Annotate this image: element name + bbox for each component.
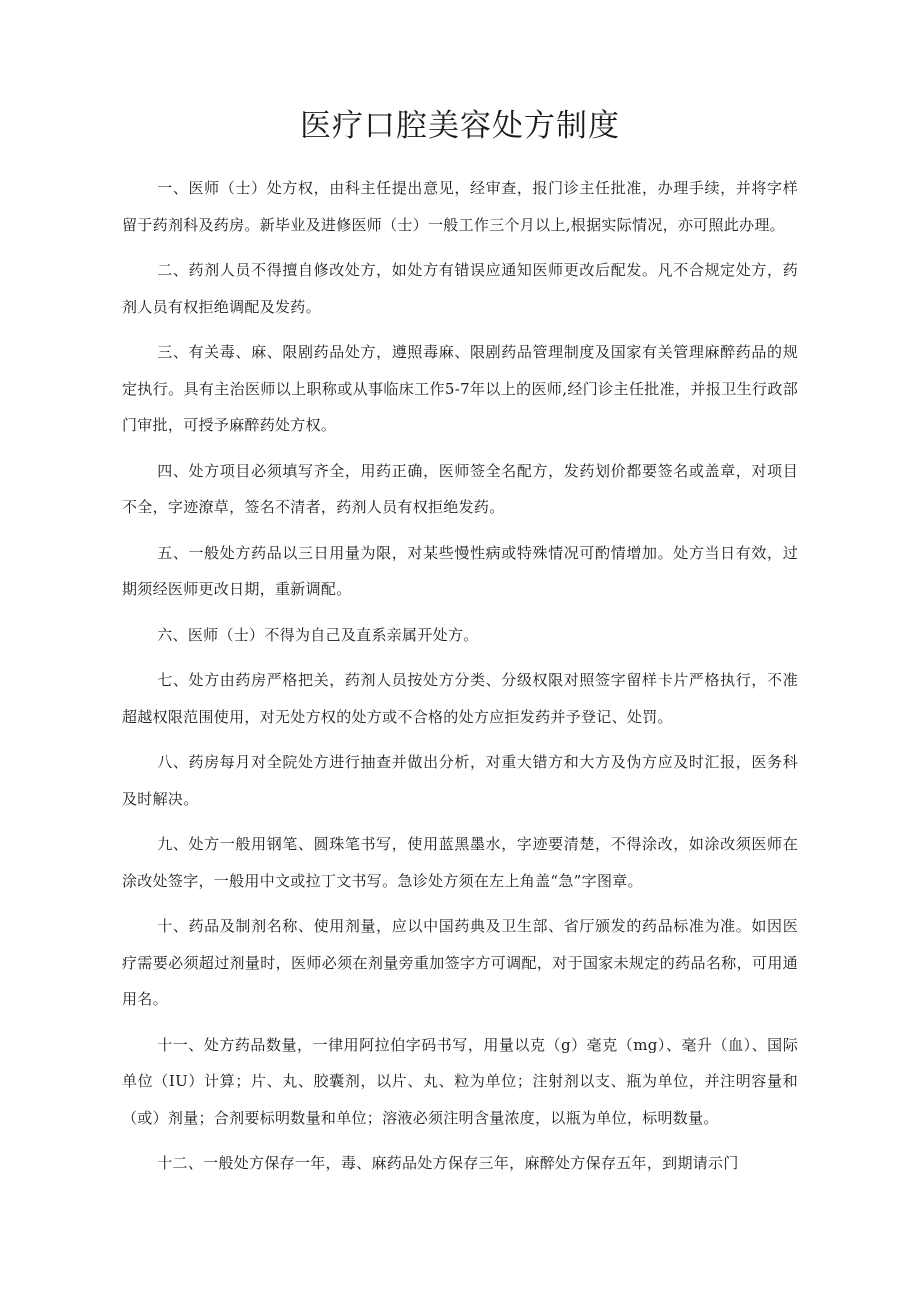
- paragraph-3: 三、有关毒、麻、限剧药品处方，遵照毒麻、限剧药品管理制度及国家有关管理麻醉药品的规定执行。具有主治医师以上职称或从事临床工作5-7年以上的医师,经门诊主任批准，并报卫生行政部门审批，可授予麻醉药处方权。: [122, 343, 798, 434]
- document-title: 医疗口腔美容处方制度: [300, 108, 620, 144]
- paragraph-10: 十、药品及制剂名称、使用剂量，应以中国药典及卫生部、省厅颁发的药品标准为准。如因医疗需要必须超过剂量时，医师必须在剂量旁重加签字方可调配，对于国家未规定的药品名称，可用通用名。: [122, 917, 798, 1008]
- paragraph-6: 六、医师（士）不得为自己及直系亲属开处方。: [157, 625, 479, 644]
- paragraph-1: 一、医师（士）处方权，由科主任提出意见，经审查，报门诊主任批准，办理手续，并将字样留于药剂科及药房。新毕业及进修医师（士）一般工作三个月以上,根据实际情况，亦可照此办理。: [122, 179, 798, 234]
- paragraph-8: 八、药房每月对全院处方进行抽查并做出分析，对重大错方和大方及伪方应及时汇报，医务科及时解决。: [122, 753, 798, 808]
- paragraph-2: 二、药剂人员不得擅自修改处方，如处方有错误应通知医师更改后配发。凡不合规定处方，药剂人员有权拒绝调配及发药。: [122, 261, 798, 316]
- paragraph-7: 七、处方由药房严格把关，药剂人员按处方分类、分级权限对照签字留样卡片严格执行，不准超越权限范围使用，对无处方权的处方或不合格的处方应拒发药并予登记、处罚。: [122, 671, 798, 726]
- document-body: [122, 170, 798, 1191]
- paragraph-9: 九、处方一般用钢笔、圆珠笔书写，使用蓝黑墨水，字迹要清楚，不得涂改，如涂改须医师在涂改处签字，一般用中文或拉丁文书写。急诊处方须在左上角盖“急”字图章。: [122, 835, 798, 890]
- paragraph-5: 五、一般处方药品以三日用量为限，对某些慢性病或特殊情况可酌情增加。处方当日有效，过期须经医师更改日期，重新调配。: [122, 543, 798, 598]
- paragraph-12: 十二、一般处方保存一年，毒、麻药品处方保存三年，麻醉处方保存五年，到期请示门: [157, 1154, 739, 1172]
- paragraph-4: 四、处方项目必须填写齐全，用药正确，医师签全名配方，发药划价都要签名或盖章，对项目不全，字迹潦草，签名不清者，药剂人员有权拒绝发药。: [122, 461, 798, 516]
- paragraph-11: 十一、处方药品数量，一律用阿拉伯字码书写，用量以克（g）毫克（mg）、毫升（血）、国际单位（IU）计算；片、丸、胶囊剂，以片、丸、粒为单位；注射剂以支、瓶为单位，并注明容量和（或）剂量；合剂要标明数量和单位；溶液必须注明含量浓度，以瓶为单位，标明数量。: [122, 1035, 798, 1127]
